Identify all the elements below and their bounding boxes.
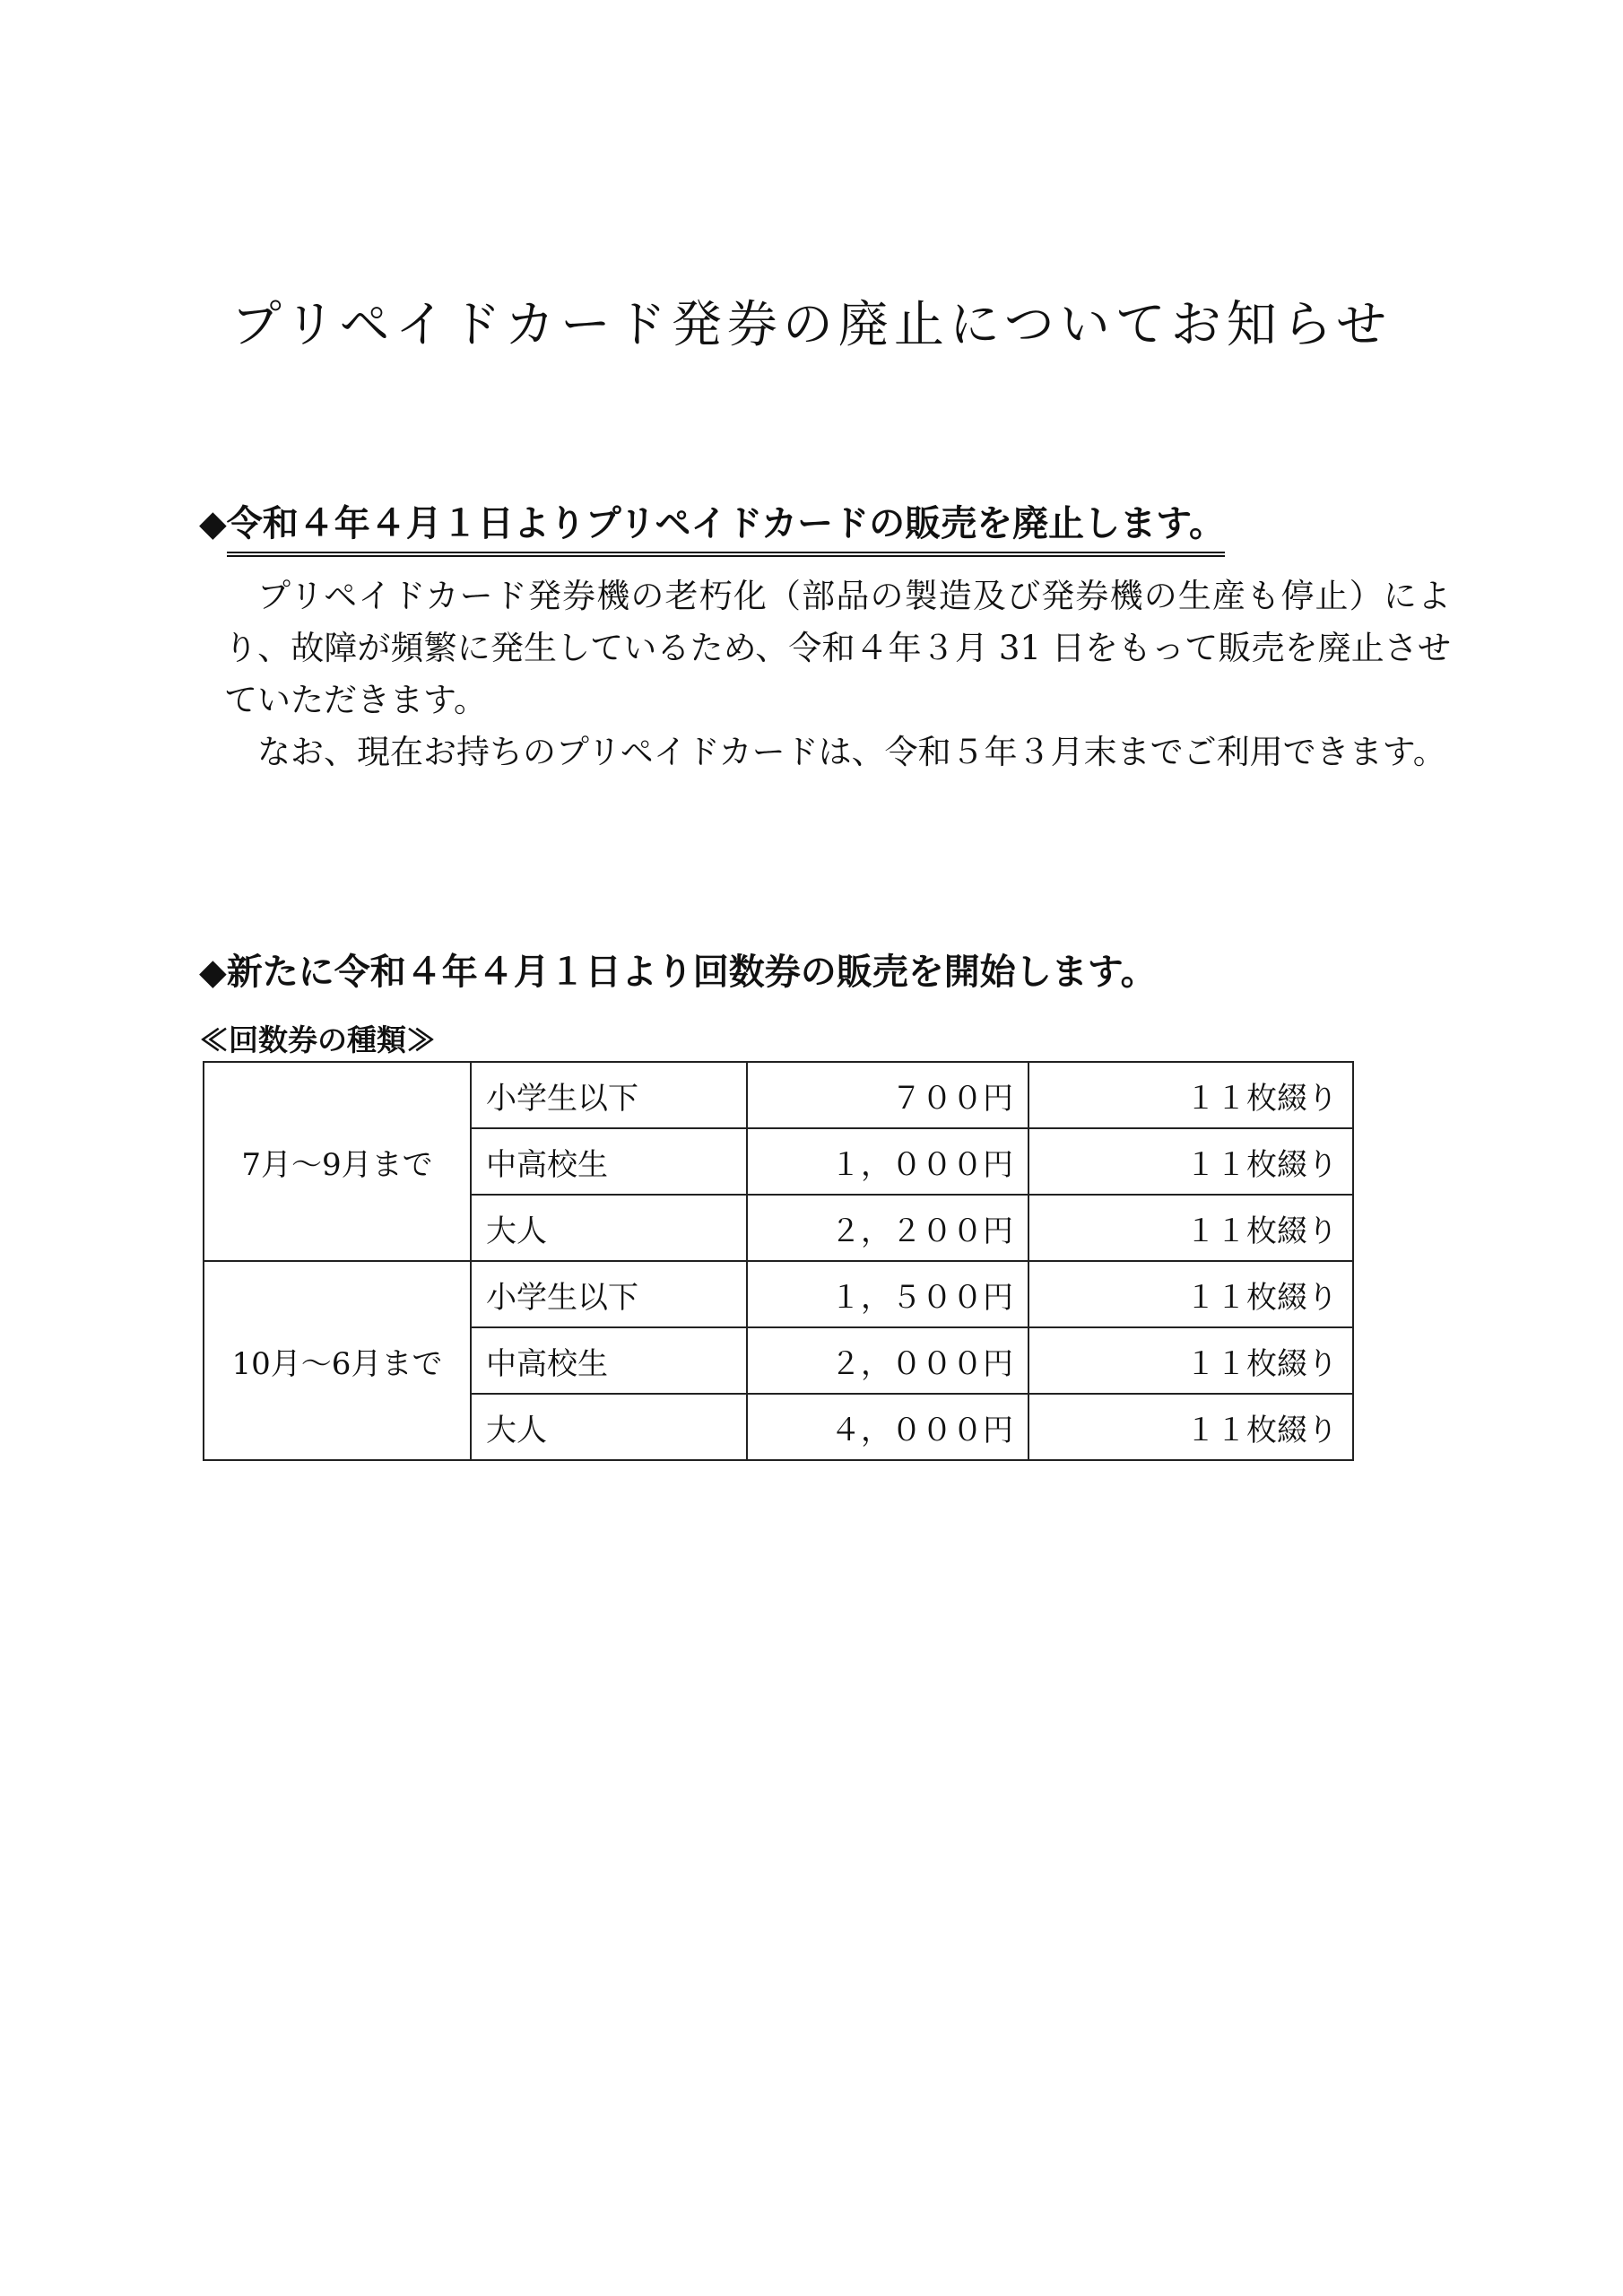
price-cell: ２，０００円 [747, 1327, 1028, 1394]
sheets-cell: １１枚綴り [1028, 1128, 1353, 1195]
notice-paragraph: プリペイドカード発券機の老朽化（部品の製造及び発券機の生産も停止）により、故障が頻繁に発生しているため、令和４年３月 31 日をもって販売を廃止させていただきます。 [224, 577, 1451, 719]
section-heading-coupon-start [199, 944, 1157, 995]
section-heading-text: 新たに令和４年４月１日より回数券の販売を開始します。 [226, 951, 1157, 993]
table-row [204, 1062, 1353, 1128]
price-cell: ２，２００円 [747, 1195, 1028, 1261]
price-cell: １，０００円 [747, 1128, 1028, 1195]
section-heading-card-abolition [199, 495, 1225, 557]
price-cell: １，５００円 [747, 1261, 1028, 1327]
price-cell: ７００円 [747, 1062, 1028, 1128]
sheets-cell: １１枚綴り [1028, 1261, 1353, 1327]
category-cell: 中高校生 [471, 1327, 747, 1394]
price-cell: ４，０００円 [747, 1394, 1028, 1460]
diamond-bullet-icon: ◆ [199, 502, 227, 544]
period-cell: 10月〜6月まで [204, 1261, 471, 1460]
sheets-cell: １１枚綴り [1028, 1062, 1353, 1128]
category-cell: 大人 [471, 1394, 747, 1460]
table-caption: ≪回数券の種類≫ [199, 1022, 436, 1057]
category-cell: 小学生以下 [471, 1062, 747, 1128]
sheets-cell: １１枚綴り [1028, 1195, 1353, 1261]
page-title: プリペイドカード発券の廃止についてお知らせ [230, 296, 1393, 354]
section-heading-text: 令和４年４月１日よりプリペイドカードの販売を廃止します。 [227, 495, 1225, 557]
notice-paragraph: なお、現在お持ちのプリペイドカードは、令和５年３月末までご利用できます。 [257, 733, 1446, 771]
table-row [204, 1261, 1353, 1327]
sheets-cell: １１枚綴り [1028, 1394, 1353, 1460]
category-cell: 大人 [471, 1195, 747, 1261]
category-cell: 中高校生 [471, 1128, 747, 1195]
notice-body [224, 570, 1451, 778]
coupon-ticket-table [203, 1061, 1354, 1461]
period-cell: 7月〜9月まで [204, 1062, 471, 1261]
category-cell: 小学生以下 [471, 1261, 747, 1327]
sheets-cell: １１枚綴り [1028, 1327, 1353, 1394]
diamond-bullet-icon: ◆ [199, 951, 227, 993]
